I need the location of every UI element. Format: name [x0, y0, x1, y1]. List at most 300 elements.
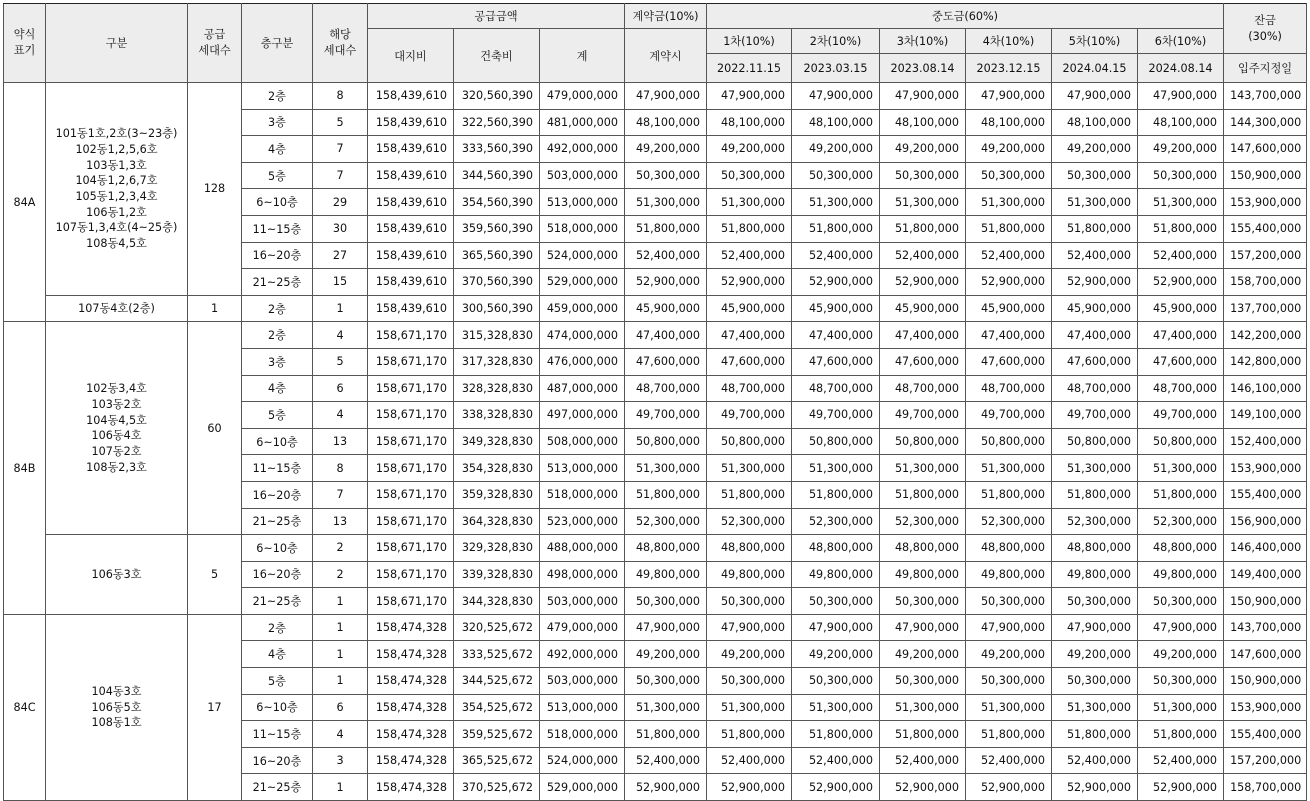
units-cell: 2: [313, 535, 368, 562]
total-cell: 487,000,000: [540, 375, 625, 402]
deposit-cell: 51,800,000: [625, 721, 707, 748]
group-label-line: 106동1,2호: [86, 205, 147, 219]
installment-1-cell: 51,300,000: [707, 189, 792, 216]
balance-cell: 152,400,000: [1224, 428, 1307, 455]
installment-1-cell: 47,400,000: [707, 322, 792, 349]
installment-5-cell: 52,900,000: [1052, 269, 1138, 296]
deposit-cell: 52,400,000: [625, 242, 707, 269]
header-installment-1: 1차(10%): [707, 29, 792, 54]
building-cost-cell: 320,560,390: [454, 83, 540, 110]
group-label-cell: [46, 535, 188, 615]
installment-1-cell: 49,200,000: [707, 641, 792, 668]
land-cost-cell: 158,439,610: [368, 295, 454, 322]
installment-6-cell: 48,800,000: [1138, 535, 1224, 562]
installment-5-cell: 51,300,000: [1052, 694, 1138, 721]
deposit-cell: 49,200,000: [625, 641, 707, 668]
installment-4-cell: 50,800,000: [966, 428, 1052, 455]
installment-3-cell: 47,900,000: [880, 614, 966, 641]
installment-1-cell: 49,700,000: [707, 402, 792, 429]
installment-1-cell: 50,300,000: [707, 668, 792, 695]
installment-5-cell: 51,800,000: [1052, 215, 1138, 242]
installment-3-cell: 47,600,000: [880, 348, 966, 375]
table-row: [4, 535, 1307, 562]
installment-3-cell: 51,800,000: [880, 481, 966, 508]
total-cell: 508,000,000: [540, 428, 625, 455]
floor-cell: 3층: [242, 109, 313, 136]
group-label-cell: [46, 295, 188, 322]
floor-cell: 16~20층: [242, 481, 313, 508]
group-label-line: 107동2호: [91, 444, 142, 458]
building-cost-cell: 329,328,830: [454, 535, 540, 562]
land-cost-cell: 158,671,170: [368, 535, 454, 562]
total-cell: 513,000,000: [540, 455, 625, 482]
installment-3-cell: 50,300,000: [880, 162, 966, 189]
installment-2-cell: 51,300,000: [792, 189, 880, 216]
installment-4-cell: 52,900,000: [966, 269, 1052, 296]
table-header: [4, 4, 1307, 83]
units-cell: 6: [313, 375, 368, 402]
land-cost-cell: 158,671,170: [368, 375, 454, 402]
installment-4-cell: 52,900,000: [966, 774, 1052, 801]
deposit-cell: 48,700,000: [625, 375, 707, 402]
balance-cell: 143,700,000: [1224, 614, 1307, 641]
deposit-cell: 45,900,000: [625, 295, 707, 322]
installment-5-cell: 52,400,000: [1052, 242, 1138, 269]
floor-cell: 16~20층: [242, 747, 313, 774]
installment-6-cell: 51,300,000: [1138, 694, 1224, 721]
header-supply-units: 공급 세대수: [188, 4, 242, 83]
land-cost-cell: 158,671,170: [368, 508, 454, 535]
installment-2-cell: 52,900,000: [792, 774, 880, 801]
header-installment-3-date: 2023.08.14: [880, 54, 966, 83]
units-cell: 5: [313, 348, 368, 375]
header-abbr: 약식 표기: [4, 4, 46, 83]
floor-cell: 21~25층: [242, 508, 313, 535]
table-row: [4, 614, 1307, 641]
total-cell: 523,000,000: [540, 508, 625, 535]
installment-3-cell: 52,900,000: [880, 269, 966, 296]
land-cost-cell: 158,474,328: [368, 641, 454, 668]
installment-2-cell: 52,400,000: [792, 747, 880, 774]
installment-2-cell: 51,800,000: [792, 721, 880, 748]
land-cost-cell: 158,439,610: [368, 215, 454, 242]
installment-6-cell: 49,200,000: [1138, 136, 1224, 163]
installment-4-cell: 49,200,000: [966, 136, 1052, 163]
header-installment-5: 5차(10%): [1052, 29, 1138, 54]
installment-1-cell: 49,200,000: [707, 136, 792, 163]
installment-4-cell: 48,100,000: [966, 109, 1052, 136]
balance-cell: 149,100,000: [1224, 402, 1307, 429]
building-cost-cell: 359,328,830: [454, 481, 540, 508]
installment-1-cell: 52,900,000: [707, 269, 792, 296]
building-cost-cell: 359,525,672: [454, 721, 540, 748]
installment-5-cell: 48,800,000: [1052, 535, 1138, 562]
group-label-line: 106동5호: [91, 700, 142, 714]
unit-type-cell: 84B: [4, 322, 46, 615]
installment-4-cell: 50,300,000: [966, 162, 1052, 189]
total-cell: 513,000,000: [540, 189, 625, 216]
deposit-cell: 49,800,000: [625, 561, 707, 588]
units-cell: 7: [313, 136, 368, 163]
building-cost-cell: 328,328,830: [454, 375, 540, 402]
installment-4-cell: 52,400,000: [966, 242, 1052, 269]
installment-2-cell: 51,300,000: [792, 455, 880, 482]
installment-4-cell: 49,700,000: [966, 402, 1052, 429]
total-cell: 492,000,000: [540, 641, 625, 668]
land-cost-cell: 158,671,170: [368, 588, 454, 615]
installment-5-cell: 52,900,000: [1052, 774, 1138, 801]
group-label-line: 108동2,3호: [86, 460, 147, 474]
land-cost-cell: 158,439,610: [368, 162, 454, 189]
installment-2-cell: 52,900,000: [792, 269, 880, 296]
installment-6-cell: 47,400,000: [1138, 322, 1224, 349]
land-cost-cell: 158,671,170: [368, 428, 454, 455]
land-cost-cell: 158,671,170: [368, 322, 454, 349]
group-label-line: 102동3,4호: [86, 382, 147, 396]
group-label-line: 104동4,5호: [86, 413, 147, 427]
land-cost-cell: 158,474,328: [368, 614, 454, 641]
installment-4-cell: 47,400,000: [966, 322, 1052, 349]
deposit-cell: 52,400,000: [625, 747, 707, 774]
units-cell: 13: [313, 428, 368, 455]
total-cell: 524,000,000: [540, 242, 625, 269]
installment-2-cell: 52,400,000: [792, 242, 880, 269]
deposit-cell: 51,800,000: [625, 481, 707, 508]
total-cell: 518,000,000: [540, 721, 625, 748]
installment-3-cell: 48,800,000: [880, 535, 966, 562]
total-cell: 497,000,000: [540, 402, 625, 429]
total-cell: 479,000,000: [540, 83, 625, 110]
installment-3-cell: 48,100,000: [880, 109, 966, 136]
installment-1-cell: 47,900,000: [707, 614, 792, 641]
installment-3-cell: 48,700,000: [880, 375, 966, 402]
group-label-line: 107동1,3,4호(4~25층): [55, 221, 178, 235]
building-cost-cell: 344,328,830: [454, 588, 540, 615]
supply-count-cell: 17: [188, 614, 242, 800]
table-row: [4, 83, 1307, 110]
floor-cell: 5층: [242, 162, 313, 189]
floor-cell: 16~20층: [242, 561, 313, 588]
units-cell: 5: [313, 109, 368, 136]
installment-6-cell: 50,800,000: [1138, 428, 1224, 455]
installment-2-cell: 48,800,000: [792, 535, 880, 562]
installment-5-cell: 51,800,000: [1052, 481, 1138, 508]
land-cost-cell: 158,439,610: [368, 269, 454, 296]
land-cost-cell: 158,439,610: [368, 136, 454, 163]
installment-2-cell: 50,300,000: [792, 162, 880, 189]
installment-6-cell: 50,300,000: [1138, 588, 1224, 615]
total-cell: 498,000,000: [540, 561, 625, 588]
floor-cell: 4층: [242, 641, 313, 668]
installment-3-cell: 52,900,000: [880, 774, 966, 801]
total-cell: 518,000,000: [540, 215, 625, 242]
units-cell: 3: [313, 747, 368, 774]
installment-6-cell: 51,800,000: [1138, 721, 1224, 748]
installment-3-cell: 51,300,000: [880, 694, 966, 721]
header-supply-amount: 공급금액: [368, 4, 625, 29]
installment-1-cell: 52,400,000: [707, 242, 792, 269]
deposit-cell: 47,900,000: [625, 83, 707, 110]
balance-cell: 158,700,000: [1224, 269, 1307, 296]
installment-4-cell: 51,800,000: [966, 721, 1052, 748]
installment-5-cell: 50,300,000: [1052, 588, 1138, 615]
installment-1-cell: 47,900,000: [707, 83, 792, 110]
balance-cell: 146,100,000: [1224, 375, 1307, 402]
balance-cell: 155,400,000: [1224, 481, 1307, 508]
installment-1-cell: 52,300,000: [707, 508, 792, 535]
building-cost-cell: 365,560,390: [454, 242, 540, 269]
balance-cell: 137,700,000: [1224, 295, 1307, 322]
supply-count-cell: 60: [188, 322, 242, 535]
installment-3-cell: 52,300,000: [880, 508, 966, 535]
installment-5-cell: 47,900,000: [1052, 614, 1138, 641]
group-label-cell: [46, 83, 188, 296]
building-cost-cell: 365,525,672: [454, 747, 540, 774]
floor-cell: 2층: [242, 295, 313, 322]
header-installment-6-date: 2024.08.14: [1138, 54, 1224, 83]
land-cost-cell: 158,439,610: [368, 83, 454, 110]
group-label-line: 108동4,5호: [86, 236, 147, 250]
installment-5-cell: 49,200,000: [1052, 136, 1138, 163]
deposit-cell: 49,200,000: [625, 136, 707, 163]
floor-cell: 6~10층: [242, 428, 313, 455]
installment-3-cell: 51,800,000: [880, 721, 966, 748]
units-cell: 8: [313, 455, 368, 482]
deposit-cell: 52,300,000: [625, 508, 707, 535]
supply-count-cell: 128: [188, 83, 242, 296]
installment-5-cell: 52,400,000: [1052, 747, 1138, 774]
balance-cell: 147,600,000: [1224, 136, 1307, 163]
building-cost-cell: 339,328,830: [454, 561, 540, 588]
installment-1-cell: 47,600,000: [707, 348, 792, 375]
installment-5-cell: 47,400,000: [1052, 322, 1138, 349]
installment-2-cell: 51,800,000: [792, 481, 880, 508]
installment-3-cell: 49,700,000: [880, 402, 966, 429]
building-cost-cell: 320,525,672: [454, 614, 540, 641]
installment-6-cell: 47,600,000: [1138, 348, 1224, 375]
installment-2-cell: 48,100,000: [792, 109, 880, 136]
installment-5-cell: 50,300,000: [1052, 162, 1138, 189]
building-cost-cell: 333,560,390: [454, 136, 540, 163]
balance-cell: 153,900,000: [1224, 189, 1307, 216]
floor-cell: 21~25층: [242, 588, 313, 615]
group-label-line: 105동1,2,3,4호: [75, 189, 158, 203]
land-cost-cell: 158,671,170: [368, 481, 454, 508]
units-cell: 1: [313, 614, 368, 641]
installment-6-cell: 52,900,000: [1138, 269, 1224, 296]
balance-cell: 144,300,000: [1224, 109, 1307, 136]
installment-2-cell: 50,300,000: [792, 668, 880, 695]
installment-6-cell: 49,200,000: [1138, 641, 1224, 668]
building-cost-cell: 370,560,390: [454, 269, 540, 296]
units-cell: 27: [313, 242, 368, 269]
floor-cell: 4층: [242, 375, 313, 402]
floor-cell: 11~15층: [242, 455, 313, 482]
group-label-line: 104동3호: [91, 684, 142, 698]
total-cell: 513,000,000: [540, 694, 625, 721]
installment-2-cell: 47,900,000: [792, 614, 880, 641]
total-cell: 488,000,000: [540, 535, 625, 562]
installment-5-cell: 52,300,000: [1052, 508, 1138, 535]
land-cost-cell: 158,671,170: [368, 402, 454, 429]
installment-4-cell: 51,800,000: [966, 215, 1052, 242]
total-cell: 518,000,000: [540, 481, 625, 508]
total-cell: 524,000,000: [540, 747, 625, 774]
installment-1-cell: 49,800,000: [707, 561, 792, 588]
installment-6-cell: 47,900,000: [1138, 83, 1224, 110]
building-cost-cell: 344,560,390: [454, 162, 540, 189]
floor-cell: 21~25층: [242, 774, 313, 801]
units-cell: 1: [313, 588, 368, 615]
deposit-cell: 49,700,000: [625, 402, 707, 429]
building-cost-cell: 338,328,830: [454, 402, 540, 429]
floor-cell: 11~15층: [242, 215, 313, 242]
installment-4-cell: 49,200,000: [966, 641, 1052, 668]
land-cost-cell: 158,671,170: [368, 561, 454, 588]
installment-5-cell: 51,300,000: [1052, 455, 1138, 482]
installment-2-cell: 51,800,000: [792, 215, 880, 242]
header-installment-2: 2차(10%): [792, 29, 880, 54]
header-balance-when: 입주지정일: [1224, 54, 1307, 83]
balance-cell: 155,400,000: [1224, 215, 1307, 242]
table-body: [4, 83, 1307, 801]
installment-2-cell: 49,700,000: [792, 402, 880, 429]
balance-cell: 157,200,000: [1224, 747, 1307, 774]
floor-cell: 6~10층: [242, 694, 313, 721]
total-cell: 476,000,000: [540, 348, 625, 375]
installment-5-cell: 51,800,000: [1052, 721, 1138, 748]
group-label-line: 106동3호: [91, 567, 142, 581]
header-category: 구분: [46, 4, 188, 83]
installment-3-cell: 52,400,000: [880, 747, 966, 774]
installment-6-cell: 51,800,000: [1138, 215, 1224, 242]
land-cost-cell: 158,474,328: [368, 668, 454, 695]
installment-3-cell: 49,800,000: [880, 561, 966, 588]
installment-6-cell: 51,300,000: [1138, 189, 1224, 216]
deposit-cell: 51,300,000: [625, 455, 707, 482]
building-cost-cell: 359,560,390: [454, 215, 540, 242]
balance-cell: 149,400,000: [1224, 561, 1307, 588]
installment-1-cell: 50,800,000: [707, 428, 792, 455]
deposit-cell: 51,300,000: [625, 694, 707, 721]
installment-4-cell: 51,300,000: [966, 189, 1052, 216]
deposit-cell: 50,300,000: [625, 588, 707, 615]
table-row: [4, 295, 1307, 322]
deposit-cell: 50,300,000: [625, 668, 707, 695]
total-cell: 503,000,000: [540, 162, 625, 189]
units-cell: 29: [313, 189, 368, 216]
deposit-cell: 48,100,000: [625, 109, 707, 136]
total-cell: 481,000,000: [540, 109, 625, 136]
installment-1-cell: 51,800,000: [707, 481, 792, 508]
floor-cell: 21~25층: [242, 269, 313, 296]
installment-3-cell: 50,300,000: [880, 588, 966, 615]
balance-cell: 143,700,000: [1224, 83, 1307, 110]
installment-1-cell: 48,800,000: [707, 535, 792, 562]
balance-cell: 147,600,000: [1224, 641, 1307, 668]
header-installment-4-date: 2023.12.15: [966, 54, 1052, 83]
land-cost-cell: 158,474,328: [368, 774, 454, 801]
group-label-line: 108동1호: [91, 716, 142, 730]
header-installment-1-date: 2022.11.15: [707, 54, 792, 83]
installment-4-cell: 52,400,000: [966, 747, 1052, 774]
installment-3-cell: 51,300,000: [880, 455, 966, 482]
units-cell: 13: [313, 508, 368, 535]
installment-6-cell: 45,900,000: [1138, 295, 1224, 322]
header-building: 건축비: [454, 29, 540, 83]
unit-type-cell: 84C: [4, 614, 46, 800]
floor-cell: 11~15층: [242, 721, 313, 748]
installment-1-cell: 45,900,000: [707, 295, 792, 322]
units-cell: 1: [313, 295, 368, 322]
total-cell: 492,000,000: [540, 136, 625, 163]
installment-1-cell: 51,800,000: [707, 215, 792, 242]
land-cost-cell: 158,439,610: [368, 242, 454, 269]
installment-2-cell: 47,600,000: [792, 348, 880, 375]
building-cost-cell: 300,560,390: [454, 295, 540, 322]
group-label-line: 107동4호(2층): [78, 301, 155, 315]
installment-3-cell: 45,900,000: [880, 295, 966, 322]
land-cost-cell: 158,474,328: [368, 694, 454, 721]
group-label-cell: [46, 322, 188, 535]
balance-cell: 146,400,000: [1224, 535, 1307, 562]
deposit-cell: 47,400,000: [625, 322, 707, 349]
deposit-cell: 50,300,000: [625, 162, 707, 189]
installment-1-cell: 48,700,000: [707, 375, 792, 402]
total-cell: 529,000,000: [540, 269, 625, 296]
installment-4-cell: 50,300,000: [966, 588, 1052, 615]
header-balance: 잔금 (30%): [1224, 4, 1307, 54]
installment-3-cell: 50,300,000: [880, 668, 966, 695]
floor-cell: 5층: [242, 402, 313, 429]
installment-2-cell: 49,200,000: [792, 641, 880, 668]
installment-5-cell: 47,900,000: [1052, 83, 1138, 110]
installment-4-cell: 51,300,000: [966, 455, 1052, 482]
group-label-line: 102동1,2,5,6호: [75, 142, 158, 156]
group-label-line: 103동1,3호: [86, 158, 147, 172]
installment-2-cell: 51,300,000: [792, 694, 880, 721]
header-installment-2-date: 2023.03.15: [792, 54, 880, 83]
floor-cell: 5층: [242, 668, 313, 695]
group-label-line: 101동1호,2호(3~23층): [55, 127, 178, 141]
installment-4-cell: 47,900,000: [966, 83, 1052, 110]
installment-3-cell: 50,800,000: [880, 428, 966, 455]
balance-cell: 150,900,000: [1224, 588, 1307, 615]
deposit-cell: 47,600,000: [625, 348, 707, 375]
installment-3-cell: 51,800,000: [880, 215, 966, 242]
installment-5-cell: 48,100,000: [1052, 109, 1138, 136]
deposit-cell: 52,900,000: [625, 774, 707, 801]
deposit-cell: 47,900,000: [625, 614, 707, 641]
installment-2-cell: 49,800,000: [792, 561, 880, 588]
header-installment-3: 3차(10%): [880, 29, 966, 54]
floor-cell: 2층: [242, 322, 313, 349]
installment-1-cell: 52,900,000: [707, 774, 792, 801]
deposit-cell: 51,800,000: [625, 215, 707, 242]
deposit-cell: 50,800,000: [625, 428, 707, 455]
header-floor-range: 층구분: [242, 4, 313, 83]
table-row: [4, 322, 1307, 349]
installment-4-cell: 48,700,000: [966, 375, 1052, 402]
installment-5-cell: 49,700,000: [1052, 402, 1138, 429]
group-label-line: 103동2호: [91, 397, 142, 411]
installment-5-cell: 50,300,000: [1052, 668, 1138, 695]
building-cost-cell: 364,328,830: [454, 508, 540, 535]
installment-6-cell: 52,400,000: [1138, 242, 1224, 269]
units-cell: 15: [313, 269, 368, 296]
land-cost-cell: 158,474,328: [368, 721, 454, 748]
header-installment-6: 6차(10%): [1138, 29, 1224, 54]
